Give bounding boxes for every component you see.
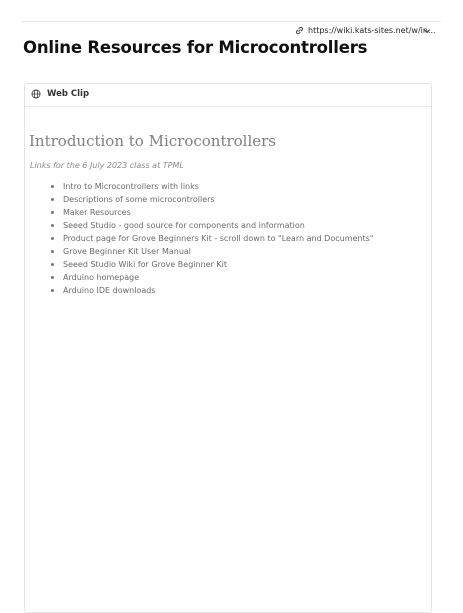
list-item [49,219,373,232]
web-clip-card [24,83,432,613]
clip-subtitle: Links for the 6 July 2023 class at TPML [30,161,184,170]
list-item [49,245,373,258]
page-title: Online Resources for Microcontrollers [23,38,368,57]
list-item [49,258,373,271]
top-divider [22,21,441,22]
list-item [49,180,373,193]
web-clip-header [31,89,89,99]
list-item [49,271,373,284]
resource-link-seeed[interactable]: Seeed Studio - good source for components and information [63,221,305,230]
source-url-text[interactable]: https://wiki.kats-sites.net/w/in... [308,26,436,35]
list-item [49,284,373,297]
resource-link-grove-product[interactable]: Product page for Grove Beginners Kit - scroll down to "Learn and Documents" [63,234,374,243]
chevron-down-icon[interactable] [423,27,431,35]
web-clip-divider [25,106,431,107]
resource-link-seeed-wiki[interactable]: Seeed Studio Wiki for Grove Beginner Kit [63,260,228,269]
resource-link-grove-manual[interactable]: Grove Beginner Kit User Manual [63,247,192,256]
list-item [49,193,373,206]
resource-link-intro[interactable]: Intro to Microcontrollers with links [63,182,199,191]
globe-icon [31,89,41,99]
resource-link-list [49,180,373,297]
list-item [49,232,373,245]
source-url-link[interactable] [295,26,436,35]
resource-link-arduino-home[interactable]: Arduino homepage [63,273,140,282]
resource-link-arduino-ide[interactable]: Arduino IDE downloads [63,286,156,295]
link-icon [295,26,304,35]
resource-link-maker[interactable]: Maker Resources [63,208,131,217]
resource-link-descriptions[interactable]: Descriptions of some microcontrollers [63,195,215,204]
list-item [49,206,373,219]
clip-heading: Introduction to Microcontrollers [29,132,277,150]
web-clip-label: Web Clip [47,89,90,99]
